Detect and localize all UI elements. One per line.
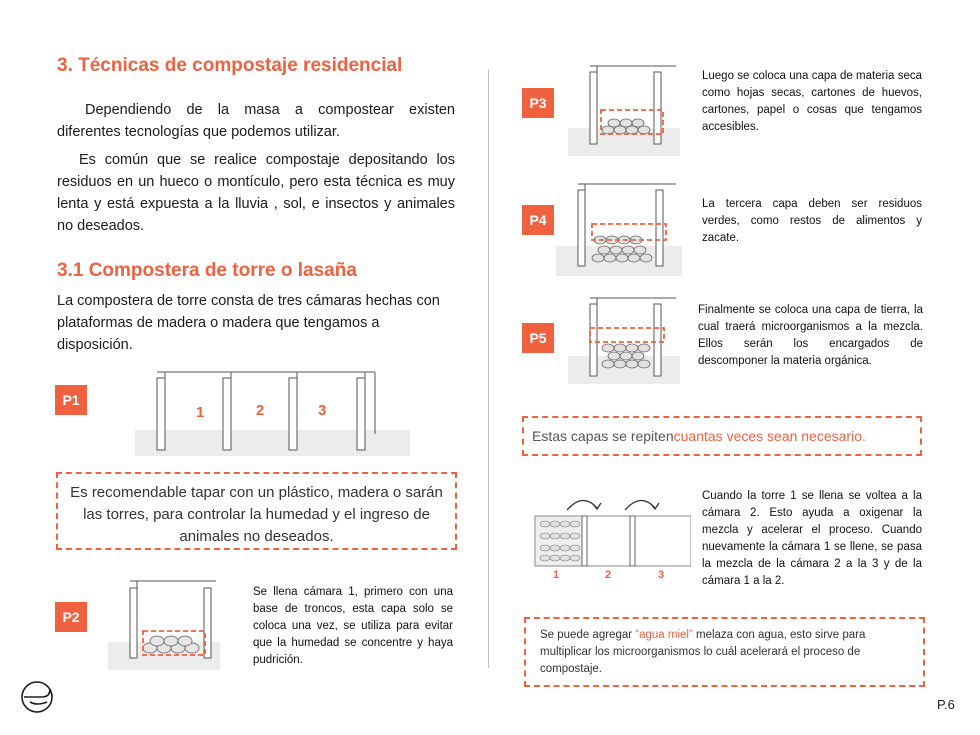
turning-chambers-illustration [525, 492, 691, 586]
intro-paragraph-2: Es común que se realice compostaje depositando los residuos en un hueco o montículo, pero esta técnica es muy lenta y está expuesta a la lluvia , sol, e insectos y animales no deseados. [57, 152, 455, 234]
subsection-title: 3.1 Compostera de torre o lasaña [57, 260, 357, 281]
honey-note-suffix: melaza con agua, esto sirve para multiplicar los microorganismos lo cuál acelerará el proceso de compostaje. [540, 629, 866, 675]
step-text-p5: Finalmente se coloca una capa de tierra, la cual traerá microorganismos a la mezcla. Ellos serán los encargados de descomponer la materia orgánica. [698, 304, 923, 367]
turn-label-2: 2 [605, 569, 612, 581]
step-text-p4: La tercera capa deben ser residuos verdes, como restos de alimentos y zacate. [702, 198, 922, 244]
turn-label-1: 1 [553, 569, 560, 581]
chamber-dry-matter-illustration [568, 64, 680, 158]
chamber-soil-layer-illustration [568, 296, 680, 386]
honey-note-box [524, 617, 925, 687]
step-tag-p5: P5 [522, 323, 554, 353]
repeat-note-highlight: cuantas veces sean necesario. [673, 428, 866, 444]
chamber-green-waste-illustration [556, 182, 682, 278]
cover-note-text: Es recomendable tapar con un plástico, madera o sarán las torres, para controlar la humedad y el ingreso de animales no deseados. [70, 484, 443, 545]
tower-three-chambers-illustration [135, 368, 410, 458]
chamber-label-2: 2 [256, 402, 265, 419]
step-tag-p2: P2 [55, 602, 87, 632]
turn-text: Cuando la torre 1 se llena se voltea a la cámara 2. Esto ayuda a oxigenar la mezcla y acelerar el proceso. Cuando nuevamente la cámara 1 se llene, se pasa la mezcla de la cámara 2 a la 3 y de la cámara 1 a la 2. [702, 490, 922, 587]
subsection-intro: La compostera de torre consta de tres cámaras hechas con plataformas de madera o madera que tengamos a disposición. [57, 293, 440, 353]
step-tag-p3: P3 [522, 88, 554, 118]
cover-note-box [56, 472, 457, 550]
step-text-p3: Luego se coloca una capa de materia seca como hojas secas, cartones de huevos, cartones, papel o cosas que tengamos accesibles. [702, 70, 922, 133]
step-text-p2: Se llena cámara 1, primero con una base de troncos, esta capa solo se coloca una vez, se utiliza para evitar que la humedad se concentre y haya pudrición. [253, 586, 453, 666]
chamber-label-3: 3 [318, 402, 327, 419]
chamber-logs-illustration [108, 578, 220, 672]
chamber-label-1: 1 [196, 404, 205, 421]
intro-paragraph-1: Dependiendo de la masa a compostear existen diferentes tecnologías que podemos utilizar. [57, 102, 455, 140]
step-tag-p1: P1 [55, 385, 87, 415]
honey-note-highlight: “agua miel” [635, 629, 693, 641]
honey-note-prefix: Se puede agregar [540, 629, 636, 641]
brand-logo-icon [20, 680, 54, 714]
repeat-note-box [522, 416, 922, 456]
column-divider [488, 70, 489, 668]
repeat-note-text: Estas capas se repiten [532, 428, 674, 444]
step-tag-p4: P4 [522, 205, 554, 235]
turn-label-3: 3 [658, 569, 665, 581]
section-title: 3. Técnicas de compostaje residencial [57, 55, 403, 76]
page-number: P.6 [937, 697, 955, 712]
